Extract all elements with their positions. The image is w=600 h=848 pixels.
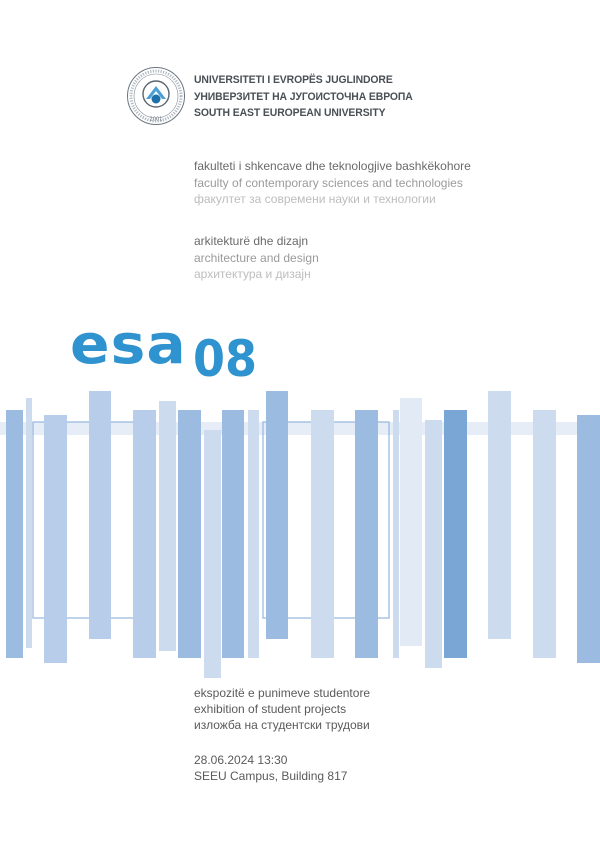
department-en: architecture and design xyxy=(194,250,319,265)
bar-2 xyxy=(26,398,32,648)
decorative-bars xyxy=(0,385,600,685)
university-seal-icon xyxy=(126,66,186,126)
faculty-en: faculty of contemporary sciences and technologies xyxy=(194,175,463,190)
university-name xyxy=(194,72,429,122)
bar-17 xyxy=(444,410,467,658)
bar-4 xyxy=(89,391,111,639)
event-en: exhibition of student projects xyxy=(194,702,347,716)
university-name-en: SOUTH EAST EUROPEAN UNIVERSITY xyxy=(194,107,386,119)
bar-19 xyxy=(533,410,556,658)
bar-7 xyxy=(178,410,201,658)
title-esa: esa xyxy=(70,313,187,376)
university-logo xyxy=(126,66,186,126)
details-block xyxy=(194,752,347,784)
bar-1 xyxy=(6,410,23,658)
bar-12 xyxy=(311,410,334,658)
faculty-mk: факултет за современи науки и технологии xyxy=(194,192,436,206)
seal-year: 2001 xyxy=(149,116,163,123)
event-block xyxy=(194,685,370,733)
faculty-block xyxy=(194,158,471,208)
bar-8 xyxy=(204,430,221,678)
bar-14 xyxy=(393,410,399,658)
event-mk: изложба на студентски трудови xyxy=(194,718,370,732)
university-name-mk: УНИВЕРЗИТЕТ НА ЈУГОИСТОЧНА ЕВРОПА xyxy=(194,90,413,103)
faculty-al: fakulteti i shkencave dhe teknologjive bashkëkohore xyxy=(194,159,471,173)
bar-5 xyxy=(133,410,156,658)
university-name-al: UNIVERSITETI I EVROPËS JUGLINDORE xyxy=(194,74,393,86)
bar-16 xyxy=(425,420,442,668)
title-number: 08 xyxy=(193,330,258,388)
event-location: SEEU Campus, Building 817 xyxy=(194,769,348,783)
department-mk: архитектура и дизајн xyxy=(194,267,311,281)
bar-13 xyxy=(355,410,378,658)
bar-3 xyxy=(44,415,67,663)
department-block xyxy=(194,233,319,283)
event-datetime: 28.06.2024 13:30 xyxy=(194,753,288,767)
event-al: ekspozitë e punimeve studentore xyxy=(194,686,371,700)
bar-20 xyxy=(577,415,600,663)
bar-18 xyxy=(488,391,511,639)
department-al: arkitekturë dhe dizajn xyxy=(194,234,309,248)
bar-15 xyxy=(400,398,422,646)
bar-9 xyxy=(222,410,244,658)
bar-6 xyxy=(159,401,176,651)
bar-10 xyxy=(248,410,259,658)
bar-11 xyxy=(266,391,288,639)
